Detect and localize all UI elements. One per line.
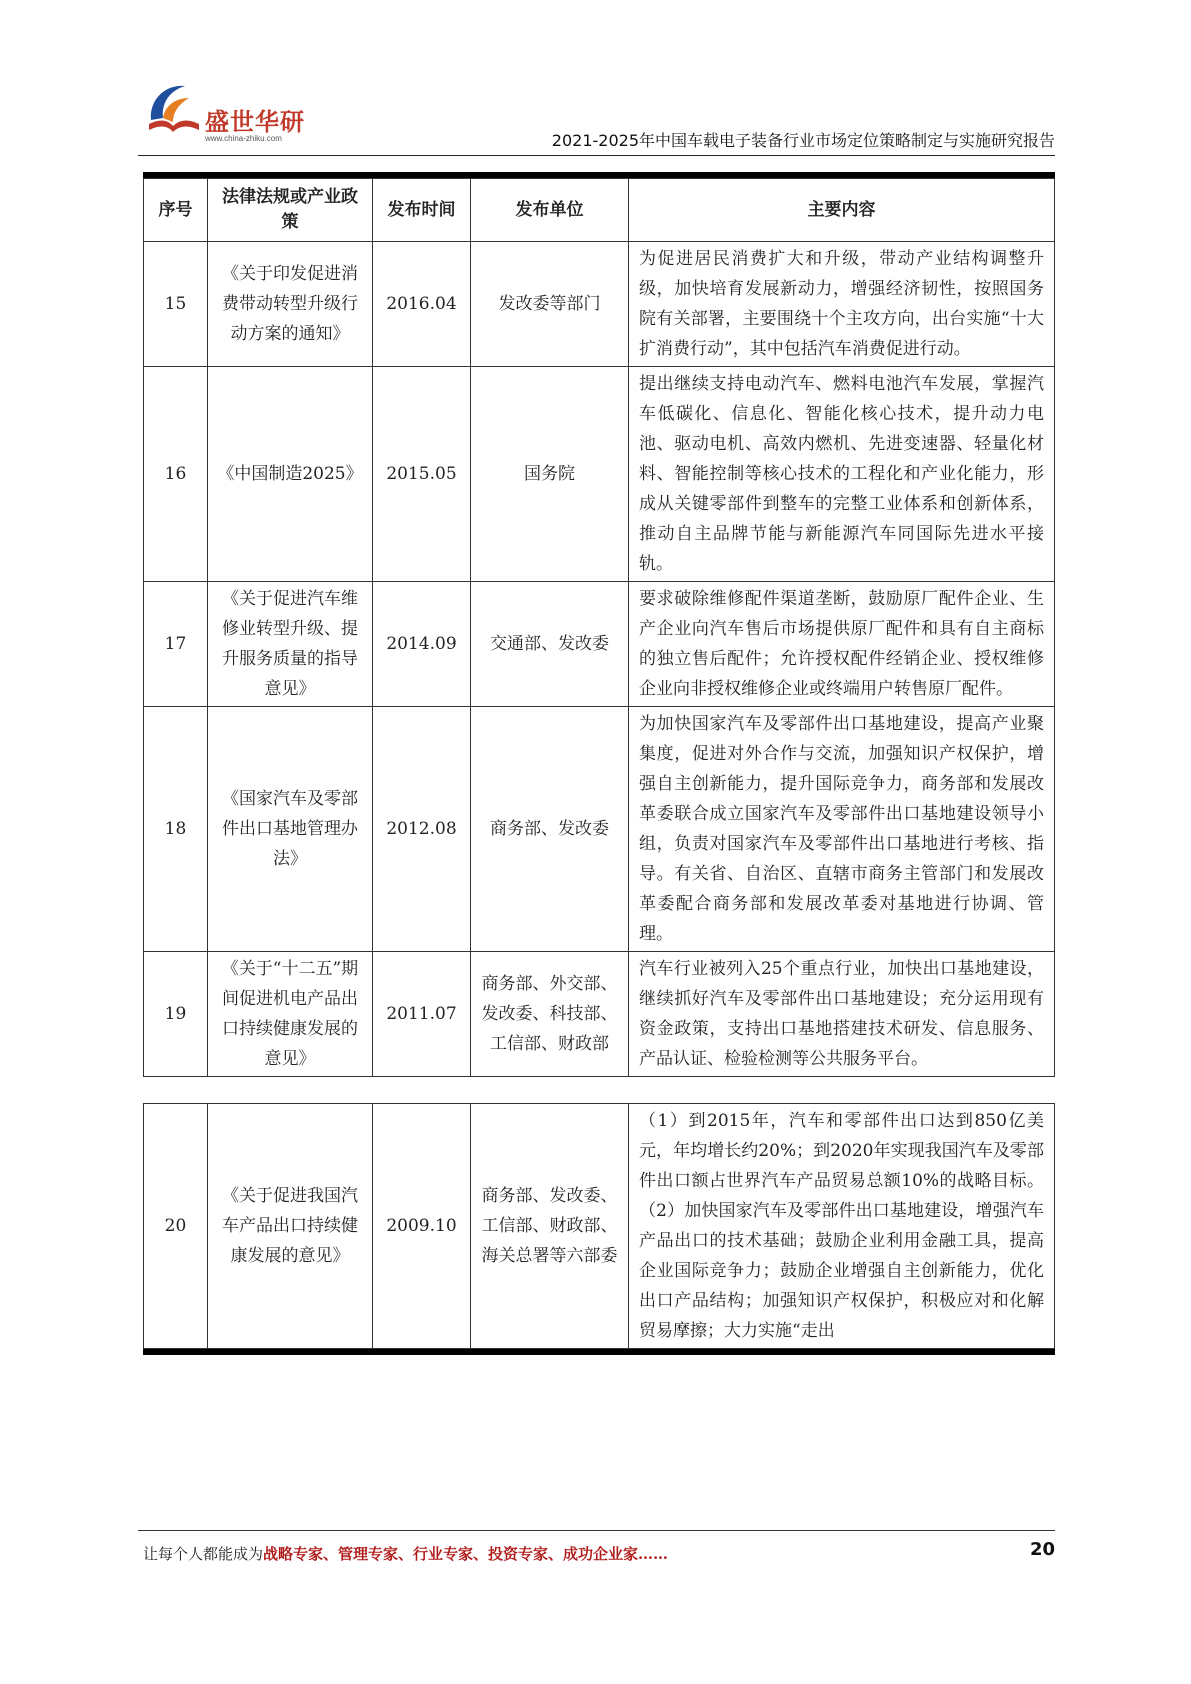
- row-date: 2014.09: [373, 582, 471, 707]
- table-row: [144, 707, 1055, 952]
- row-title: 《中国制造2025》: [208, 367, 373, 582]
- row-content: 要求破除维修配件渠道垄断，鼓励原厂配件企业、生产企业向汽车售后市场提供原厂配件和具有自主商标的独立售后配件；允许授权配件经销企业、授权维修企业向非授权维修企业或终端用户转售原厂配件。: [629, 582, 1055, 707]
- row-issuer: 交通部、发改委: [471, 582, 629, 707]
- policy-table-continued: [143, 1103, 1055, 1349]
- row-title: 《关于促进汽车维修业转型升级、提升服务质量的指导意见》: [208, 582, 373, 707]
- footer-prefix: 让每个人都能成为: [143, 1545, 264, 1563]
- header-issuer: 发布单位: [471, 179, 629, 242]
- table-row: [144, 952, 1055, 1077]
- table-row: [144, 367, 1055, 582]
- policy-table: [143, 178, 1055, 1077]
- row-date: 2012.08: [373, 707, 471, 952]
- header-title: 法律法规或产业政策: [208, 179, 373, 242]
- row-issuer: 商务部、发改委、工信部、财政部、海关总署等六部委: [471, 1104, 629, 1349]
- header-no: 序号: [144, 179, 208, 242]
- row-issuer: 商务部、发改委: [471, 707, 629, 952]
- table-row: [144, 1104, 1055, 1349]
- brand-url: www.china-zhiku.com: [205, 134, 282, 143]
- header-content: 主要内容: [629, 179, 1055, 242]
- table-header-row: [144, 179, 1055, 242]
- row-date: 2009.10: [373, 1104, 471, 1349]
- footer-highlight: 战略专家、管理专家、行业专家、投资专家、成功企业家……: [263, 1545, 669, 1563]
- row-no: 15: [144, 242, 208, 367]
- brand-logo: [143, 80, 313, 150]
- row-title: 《国家汽车及零部件出口基地管理办法》: [208, 707, 373, 952]
- table-page-gap: [143, 1077, 1055, 1103]
- table-bottom-bar: [143, 1349, 1055, 1355]
- row-title: 《关于印发促进消费带动转型升级行动方案的通知》: [208, 242, 373, 367]
- row-issuer: 商务部、外交部、发改委、科技部、工信部、财政部: [471, 952, 629, 1077]
- row-title: 《关于促进我国汽车产品出口持续健康发展的意见》: [208, 1104, 373, 1349]
- table-row: [144, 242, 1055, 367]
- row-no: 17: [144, 582, 208, 707]
- row-date: 2011.07: [373, 952, 471, 1077]
- row-no: 20: [144, 1104, 208, 1349]
- footer-divider: [138, 1530, 1055, 1531]
- policy-table-container: [143, 172, 1055, 1355]
- row-date: 2016.04: [373, 242, 471, 367]
- row-issuer: 国务院: [471, 367, 629, 582]
- header-date: 发布时间: [373, 179, 471, 242]
- footer-slogan: [143, 1543, 668, 1564]
- row-date: 2015.05: [373, 367, 471, 582]
- row-no: 19: [144, 952, 208, 1077]
- row-content: 汽车行业被列入25个重点行业，加快出口基地建设，继续抓好汽车及零部件出口基地建设；充分运用现有资金政策，支持出口基地搭建技术研发、信息服务、产品认证、检验检测等公共服务平台。: [629, 952, 1055, 1077]
- page-number: 20: [1029, 1539, 1055, 1560]
- table-row: [144, 582, 1055, 707]
- row-issuer: 发改委等部门: [471, 242, 629, 367]
- row-content: （1）到2015年，汽车和零部件出口达到850亿美元，年均增长约20%；到2020年实现我国汽车及零部件出口额占世界汽车产品贸易总额10%的战略目标。（2）加快国家汽车及零部件出口基地建设，增强汽车产品出口的技术基础；鼓励企业利用金融工具，提高企业国际竞争力；鼓励企业增强自主创新能力，优化出口产品结构；加强知识产权保护，积极应对和化解贸易摩擦；大力实施“走出: [629, 1104, 1055, 1349]
- row-title: 《关于“十二五”期间促进机电产品出口持续健康发展的意见》: [208, 952, 373, 1077]
- report-title: 2021-2025年中国车载电子装备行业市场定位策略制定与实施研究报告: [551, 131, 1055, 150]
- header-divider: [138, 155, 1055, 156]
- row-no: 18: [144, 707, 208, 952]
- brand-name: 盛世华研: [205, 108, 305, 136]
- row-content: 为促进居民消费扩大和升级，带动产业结构调整升级，加快培育发展新动力，增强经济韧性，按照国务院有关部署，主要围绕十个主攻方向，出台实施“十大扩消费行动”，其中包括汽车消费促进行动。: [629, 242, 1055, 367]
- page-header: [143, 80, 1055, 160]
- row-content: 提出继续支持电动汽车、燃料电池汽车发展，掌握汽车低碳化、信息化、智能化核心技术，提升动力电池、驱动电机、高效内燃机、先进变速器、轻量化材料、智能控制等核心技术的工程化和产业化能力，形成从关键零部件到整车的完整工业体系和创新体系，推动自主品牌节能与新能源汽车同国际先进水平接轨。: [629, 367, 1055, 582]
- logo-emblem-icon: [143, 80, 203, 140]
- row-no: 16: [144, 367, 208, 582]
- row-content: 为加快国家汽车及零部件出口基地建设，提高产业聚集度，促进对外合作与交流，加强知识产权保护，增强自主创新能力，提升国际竞争力，商务部和发展改革委联合成立国家汽车及零部件出口基地建设领导小组，负责对国家汽车及零部件出口基地进行考核、指导。有关省、自治区、直辖市商务主管部门和发展改革委配合商务部和发展改革委对基地进行协调、管理。: [629, 707, 1055, 952]
